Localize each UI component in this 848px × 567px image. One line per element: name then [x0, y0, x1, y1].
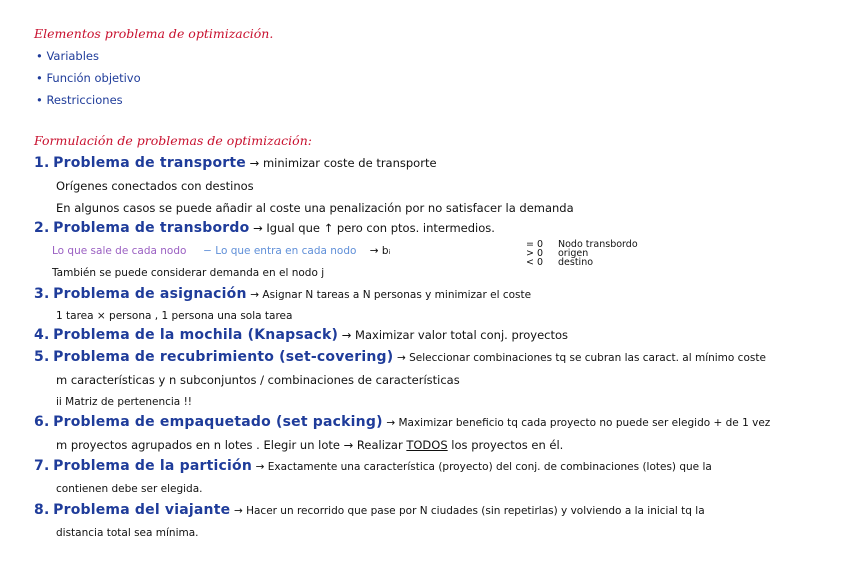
problem-3-title: Problema de asignación — [53, 286, 247, 302]
problem-2-labels — [558, 240, 638, 267]
problem-5-heading — [34, 349, 766, 366]
problem-2-rel-1: = 0 — [526, 239, 544, 250]
problem-2-arrow: → bᵢ — [369, 245, 391, 257]
formulation-title: Formulación de problemas de optimización: — [34, 133, 312, 148]
problem-1-desc: → minimizar coste de transporte — [249, 156, 437, 170]
problem-6-line-2 — [56, 437, 563, 453]
problem-8-number: 8. — [34, 502, 50, 518]
problem-4-desc: → Maximizar valor total conj. proyectos — [341, 328, 569, 342]
problem-2-line-2 — [52, 243, 390, 259]
problem-2-number: 2. — [34, 220, 50, 236]
problem-4-heading — [34, 327, 568, 343]
problem-6-desc: → Maximizar beneficio tq cada proyecto no puede ser elegido + de 1 vez — [386, 417, 771, 429]
problem-6-number: 6. — [34, 414, 50, 430]
problem-1-line-3: En algunos casos se puede añadir al coste una penalización por no satisfacer la demanda — [56, 201, 574, 215]
problem-1-heading — [34, 155, 437, 171]
elements-title: Elementos problema de optimización. — [34, 26, 274, 41]
problem-7-line-2: contienen debe ser elegida. — [56, 483, 203, 495]
problem-8-desc: → Hacer un recorrido que pase por N ciudades (sin repetirlas) y volviendo a la inicial tq la — [233, 505, 705, 517]
problem-2-heading — [34, 220, 495, 236]
problem-4-number: 4. — [34, 327, 50, 343]
problem-2-desc: → Igual que ↑ pero con ptos. intermedios. — [253, 221, 495, 235]
elements-item-constraints: • Restricciones — [36, 93, 123, 107]
problem-8-heading — [34, 502, 705, 519]
problem-3-line-2: 1 tarea × persona , 1 persona una sola tarea — [56, 310, 293, 322]
problem-2-title: Problema de transbordo — [53, 220, 250, 236]
problem-2-label-3: destino — [558, 257, 594, 268]
problem-5-number: 5. — [34, 349, 50, 365]
problem-3-desc: → Asignar N tareas a N personas y minimizar el coste — [250, 289, 532, 301]
problem-2-outflow: Lo que sale de cada nodo — [52, 245, 187, 257]
problem-5-line-2: m características y n subconjuntos / combinaciones de características — [56, 373, 460, 387]
problem-7-title: Problema de la partición — [53, 458, 252, 474]
problem-1-number: 1. — [34, 155, 50, 171]
problem-7-desc: → Exactamente una característica (proyecto) del conj. de combinaciones (lotes) que la — [255, 461, 712, 473]
problem-7-heading — [34, 458, 712, 475]
problem-4-title: Problema de la mochila (Knapsack) — [53, 327, 339, 343]
problem-7-number: 7. — [34, 458, 50, 474]
problem-2-label-1: Nodo transbordo — [558, 239, 638, 250]
problem-2-label-2: origen — [558, 248, 589, 259]
problem-2-rel-2: > 0 — [526, 248, 544, 259]
problem-6-heading — [34, 414, 770, 431]
problem-8-title: Problema del viajante — [53, 502, 231, 518]
problem-6-line-2-b: los proyectos en él. — [447, 438, 564, 452]
problem-1-line-2: Orígenes conectados con destinos — [56, 179, 254, 193]
elements-item-objective: • Función objetivo — [36, 71, 141, 85]
problem-5-desc: → Seleccionar combinaciones tq se cubran las caract. al mínimo coste — [396, 352, 766, 364]
problem-1-title: Problema de transporte — [53, 155, 246, 171]
problem-5-line-3: ii Matriz de pertenencia !! — [56, 396, 192, 408]
problem-3-number: 3. — [34, 286, 50, 302]
elements-item-variables: • Variables — [36, 49, 99, 63]
problem-6-title: Problema de empaquetado (set packing) — [53, 414, 383, 430]
problem-6-line-2-a: m proyectos agrupados en n lotes . Elegir un lote → Realizar — [56, 438, 407, 452]
problem-2-rel-3: < 0 — [526, 257, 544, 268]
problem-8-line-2: distancia total sea mínima. — [56, 527, 199, 539]
problem-2-inflow: − Lo que entra en cada nodo — [203, 245, 357, 257]
problem-2-line-3: También se puede considerar demanda en el nodo j — [52, 267, 325, 279]
problem-2-relations — [526, 240, 543, 267]
problem-6-all-emphasis: TODOS — [406, 438, 448, 452]
problem-3-heading — [34, 286, 531, 303]
problem-5-title: Problema de recubrimiento (set-covering) — [53, 349, 394, 365]
